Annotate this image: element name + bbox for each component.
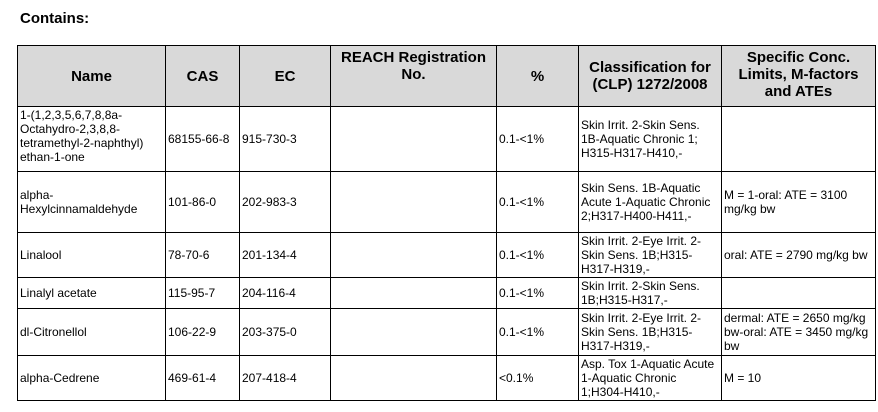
cell-percent: 0.1-<1%	[497, 278, 579, 309]
cell-name: Linalool	[18, 233, 166, 278]
cell-percent: 0.1-<1%	[497, 107, 579, 172]
cell-classification: Skin Irrit. 2-Eye Irrit. 2-Skin Sens. 1B;H315-H317-H319,-	[579, 233, 722, 278]
cell-limits: M = 10	[722, 356, 876, 401]
cell-cas: 106-22-9	[166, 309, 240, 356]
cell-cas: 101-86-0	[166, 172, 240, 233]
cell-limits: dermal: ATE = 2650 mg/kg bw-oral: ATE = 3450 mg/kg bw	[722, 309, 876, 356]
table-row	[18, 356, 876, 401]
cell-ec: 207-418-4	[240, 356, 331, 401]
section-heading: Contains:	[20, 10, 90, 27]
header-cas: CAS	[166, 46, 240, 107]
header-name: Name	[18, 46, 166, 107]
cell-cas: 78-70-6	[166, 233, 240, 278]
cell-limits: M = 1-oral: ATE = 3100 mg/kg bw	[722, 172, 876, 233]
cell-classification: Skin Sens. 1B-Aquatic Acute 1-Aquatic Chronic 2;H317-H400-H411,-	[579, 172, 722, 233]
cell-classification: Asp. Tox 1-Aquatic Acute 1-Aquatic Chronic 1;H304-H410,-	[579, 356, 722, 401]
table-row	[18, 309, 876, 356]
cell-reach	[331, 309, 497, 356]
cell-reach	[331, 233, 497, 278]
cell-name: dl-Citronellol	[18, 309, 166, 356]
cell-percent: 0.1-<1%	[497, 233, 579, 278]
cell-reach	[331, 356, 497, 401]
cell-reach	[331, 107, 497, 172]
cell-name: alpha-Hexylcinnamaldehyde	[18, 172, 166, 233]
header-reach: REACH Registration No.	[331, 46, 497, 107]
header-limits: Specific Conc. Limits, M-factors and ATEs	[722, 46, 876, 107]
cell-cas: 469-61-4	[166, 356, 240, 401]
cell-classification: Skin Irrit. 2-Eye Irrit. 2-Skin Sens. 1B;H315-H317-H319,-	[579, 309, 722, 356]
cell-reach	[331, 172, 497, 233]
cell-limits	[722, 107, 876, 172]
table-row	[18, 107, 876, 172]
cell-classification: Skin Irrit. 2-Skin Sens. 1B;H315-H317,-	[579, 278, 722, 309]
header-classification: Classification for (CLP) 1272/2008	[579, 46, 722, 107]
table-row	[18, 233, 876, 278]
cell-cas: 68155-66-8	[166, 107, 240, 172]
cell-classification: Skin Irrit. 2-Skin Sens. 1B-Aquatic Chronic 1; H315-H317-H410,-	[579, 107, 722, 172]
table-row	[18, 172, 876, 233]
cell-limits	[722, 278, 876, 309]
cell-ec: 201-134-4	[240, 233, 331, 278]
composition-table	[17, 45, 876, 401]
table-row	[18, 278, 876, 309]
header-percent: %	[497, 46, 579, 107]
cell-percent: 0.1-<1%	[497, 172, 579, 233]
cell-name: alpha-Cedrene	[18, 356, 166, 401]
cell-name: Linalyl acetate	[18, 278, 166, 309]
cell-limits: oral: ATE = 2790 mg/kg bw	[722, 233, 876, 278]
cell-ec: 203-375-0	[240, 309, 331, 356]
cell-reach	[331, 278, 497, 309]
cell-percent: 0.1-<1%	[497, 309, 579, 356]
cell-ec: 202-983-3	[240, 172, 331, 233]
cell-ec: 204-116-4	[240, 278, 331, 309]
cell-percent: <0.1%	[497, 356, 579, 401]
cell-name: 1-(1,2,3,5,6,7,8,8a-Octahydro-2,3,8,8-tetramethyl-2-naphthyl) ethan-1-one	[18, 107, 166, 172]
header-row	[18, 46, 876, 107]
header-ec: EC	[240, 46, 331, 107]
cell-ec: 915-730-3	[240, 107, 331, 172]
cell-cas: 115-95-7	[166, 278, 240, 309]
